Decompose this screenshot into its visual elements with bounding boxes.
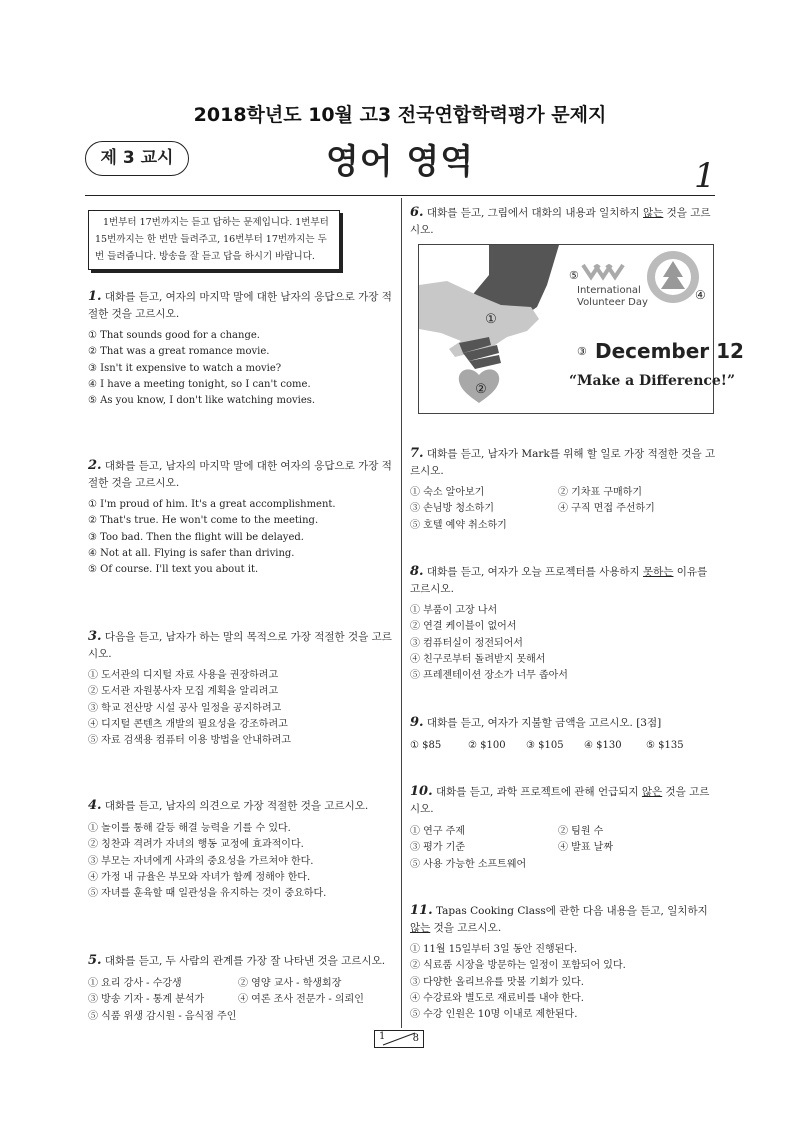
question-7 — [410, 445, 718, 534]
option[interactable]: ⑤ 수강 인원은 10명 이내로 제한된다. — [410, 1009, 578, 1021]
column-divider — [401, 198, 402, 1028]
question-8 — [410, 563, 718, 684]
option[interactable]: ① $85 — [410, 740, 442, 751]
option-list — [410, 485, 718, 534]
option[interactable]: ② 연결 케이블이 없어서 — [410, 621, 517, 633]
question-number: 8. — [410, 564, 424, 579]
option-list — [88, 976, 393, 1025]
question-text: Tapas Cooking Class에 관한 다음 내용을 듣고, 일치하지 — [435, 905, 708, 917]
question-number: 9. — [410, 715, 424, 730]
option[interactable]: ④ 수강료와 별도로 재료비를 내야 한다. — [410, 992, 584, 1004]
question-text: 대화를 듣고, 여자의 마지막 말에 대한 남자의 응답으로 가장 적절한 것을 고르시오. — [88, 291, 392, 320]
school-badge-icon — [647, 251, 699, 303]
option[interactable]: ① That sounds good for a change. — [88, 330, 260, 341]
option-list — [88, 668, 393, 749]
question-text: 다음을 듣고, 남자가 하는 말의 목적으로 가장 적절한 것을 고르시오. — [88, 631, 392, 660]
question-text: 대화를 듣고, 과학 프로젝트에 관해 언급되지 — [435, 786, 642, 798]
option[interactable]: ② 식료품 시장을 방문하는 일정이 포함되어 있다. — [410, 960, 626, 972]
option[interactable]: ① 요리 강사 - 수강생 — [88, 978, 182, 989]
option-list — [88, 328, 393, 409]
volunteer-day-image — [418, 244, 744, 414]
option[interactable]: ④ I have a meeting tonight, so I can't come. — [88, 378, 311, 390]
listening-notice: 1번부터 17번까지는 듣고 답하는 문제입니다. 1번부터 15번까지는 한 번만 들려주고, 16번부터 17번까지는 두 번 들려줍니다. 방송을 잘 듣고 답을 하시기 바랍니다. — [88, 210, 340, 270]
option[interactable]: ⑤ As you know, I don't like watching movies. — [88, 395, 316, 407]
underlined-word: 않은 — [641, 786, 663, 798]
question-10 — [410, 783, 718, 873]
option[interactable]: ③ Isn't it expensive to watch a movie? — [88, 362, 282, 374]
total-pages: 8 — [412, 1033, 419, 1044]
option[interactable]: ⑤ 식품 위생 감시원 - 음식점 주인 — [88, 1010, 237, 1022]
option[interactable]: ⑤ 자료 검색용 컴퓨터 이용 방법을 안내하려고 — [88, 735, 291, 747]
question-3 — [88, 628, 393, 749]
option[interactable]: ④ 여론 조사 전문가 - 의뢰인 — [238, 994, 364, 1006]
option[interactable]: ② 칭찬과 격려가 자녀의 행동 교정에 효과적이다. — [88, 839, 304, 851]
option[interactable]: ② 도서관 자원봉사자 모집 계획을 알리려고 — [88, 686, 279, 698]
question-number: 4. — [88, 798, 102, 813]
option[interactable]: ① I'm proud of him. It's a great accomplishment. — [88, 499, 336, 510]
option[interactable]: ② That's true. He won't come to the meeting. — [88, 515, 319, 527]
option[interactable]: ④ 구직 면접 주선하기 — [558, 503, 655, 515]
option[interactable]: ③ 부모는 자녀에게 사과의 중요성을 가르쳐야 한다. — [88, 855, 314, 867]
question-text: 대화를 듣고, 두 사람의 관계를 가장 잘 나타낸 것을 고르시오. — [104, 955, 386, 967]
label-2: ② — [475, 382, 487, 397]
option-list — [410, 824, 718, 873]
option[interactable]: ③ Too bad. Then the flight will be delayed. — [88, 531, 304, 543]
question-text: 대화를 듣고, 남자의 마지막 말에 대한 여자의 응답으로 가장 적절한 것을 고르시오. — [88, 460, 392, 489]
option[interactable]: ② $100 — [468, 740, 506, 751]
option[interactable]: ② That was a great romance movie. — [88, 346, 270, 358]
question-number: 5. — [88, 953, 102, 968]
label-3: ③ — [577, 345, 587, 358]
exam-title: 2018학년도 10월 고3 전국연합학력평가 문제지 — [193, 104, 607, 126]
page-number: 1 — [694, 156, 716, 196]
option[interactable]: ① 부품이 고장 나서 — [410, 605, 498, 616]
option[interactable]: ⑤ 프레젠테이션 장소가 너무 좁아서 — [410, 670, 568, 682]
option[interactable]: ⑤ $135 — [646, 740, 684, 751]
option[interactable]: ① 숙소 알아보기 — [410, 487, 485, 498]
question-5 — [88, 952, 393, 1025]
option[interactable]: ④ $130 — [584, 740, 622, 751]
question-4 — [88, 797, 393, 902]
option[interactable]: ② 팀원 수 — [558, 826, 604, 837]
option[interactable]: ⑤ 자녀를 훈육할 때 일관성을 유지하는 것이 중요하다. — [88, 888, 327, 900]
event-slogan: “Make a Difference!” — [569, 373, 735, 389]
question-2 — [88, 457, 393, 578]
question-number: 6. — [410, 205, 424, 220]
option-list — [410, 603, 718, 684]
option[interactable]: ④ 가정 내 규율은 부모와 자녀가 함께 정해야 한다. — [88, 871, 311, 883]
question-number: 10. — [410, 784, 433, 799]
option[interactable]: ④ Not at all. Flying is safer than driving. — [88, 547, 295, 559]
label-5: ⑤ — [569, 269, 579, 282]
period-badge: 제 3 교시 — [85, 141, 189, 176]
label-4: ④ — [695, 288, 706, 302]
question-6 — [410, 204, 718, 239]
option[interactable]: ③ 컴퓨터실이 정전되어서 — [410, 637, 523, 649]
question-text: 대화를 듣고, 여자가 지불할 금액을 고르시오. [3점] — [426, 717, 662, 729]
option[interactable]: ⑤ 사용 가능한 소프트웨어 — [410, 858, 527, 870]
option[interactable]: ④ 발표 날짜 — [558, 842, 613, 854]
event-line-2: Volunteer Day — [577, 297, 648, 308]
option-list — [410, 738, 718, 754]
option[interactable]: ① 놀이를 통해 갈등 해결 능력을 기를 수 있다. — [88, 823, 291, 834]
question-text-tail: 것을 고르시오. — [410, 207, 711, 236]
option[interactable]: ④ 디지털 콘텐츠 개발의 필요성을 강조하려고 — [88, 718, 288, 730]
option[interactable]: ③ 다양한 올리브유를 맛볼 기회가 있다. — [410, 976, 584, 988]
question-1 — [88, 288, 393, 409]
question-number: 1. — [88, 289, 102, 304]
question-text-tail: 것을 고르시오. — [430, 922, 502, 934]
question-text: 대화를 듣고, 남자가 Mark를 위해 할 일로 가장 적절한 것을 고르시오. — [410, 448, 716, 477]
option[interactable]: ① 11월 15일부터 3일 동안 진행된다. — [410, 944, 578, 955]
option[interactable]: ⑤ Of course. I'll text you about it. — [88, 564, 259, 576]
underlined-word: 않는 — [410, 922, 431, 934]
question-number: 2. — [88, 458, 102, 473]
option[interactable]: ② 영양 교사 - 학생회장 — [238, 978, 342, 989]
option-list — [88, 497, 393, 578]
question-text-tail: 것을 고르시오. — [410, 786, 710, 815]
subject-title: 영어 영역 — [325, 142, 475, 182]
underlined-word: 못하는 — [643, 566, 674, 578]
question-number: 11. — [410, 903, 433, 918]
question-text-tail: 이유를 고르시오. — [410, 566, 708, 595]
ivd-logo-icon — [583, 265, 623, 277]
option[interactable]: ① 도서관의 디지털 자료 사용을 권장하려고 — [88, 670, 279, 681]
current-page: 1 — [379, 1031, 386, 1042]
option-list — [410, 942, 718, 1023]
option[interactable]: ② 기차표 구매하기 — [558, 487, 642, 498]
page-indicator — [374, 1030, 424, 1048]
event-date: December 12 — [595, 339, 744, 363]
event-line-1: International — [577, 285, 641, 296]
question-text: 대화를 듣고, 남자의 의견으로 가장 적절한 것을 고르시오. — [104, 800, 369, 812]
question-text: 대화를 듣고, 그림에서 대화의 내용과 일치하지 — [426, 207, 644, 219]
option[interactable]: ③ 방송 기자 - 통계 분석가 — [88, 994, 205, 1006]
option[interactable]: ③ $105 — [526, 740, 564, 751]
option[interactable]: ⑤ 호텔 예약 취소하기 — [410, 519, 507, 531]
underlined-word: 않는 — [643, 207, 664, 219]
question-text: 대화를 듣고, 여자가 오늘 프로젝터를 사용하지 — [426, 566, 644, 578]
option[interactable]: ③ 학교 전산망 시설 공사 일정을 공지하려고 — [88, 702, 282, 714]
option[interactable]: ① 연구 주제 — [410, 826, 465, 837]
handshake-illustration — [419, 245, 744, 413]
option[interactable]: ③ 손님방 청소하기 — [410, 503, 494, 515]
question-9 — [410, 714, 718, 754]
question-number: 7. — [410, 446, 424, 461]
question-number: 3. — [88, 629, 102, 644]
option-list — [88, 821, 393, 902]
option[interactable]: ③ 평가 기준 — [410, 842, 465, 854]
header-divider — [85, 195, 715, 196]
label-1: ① — [485, 312, 497, 327]
question-11 — [410, 902, 718, 1023]
option[interactable]: ④ 친구로부터 돌려받지 못해서 — [410, 653, 546, 665]
